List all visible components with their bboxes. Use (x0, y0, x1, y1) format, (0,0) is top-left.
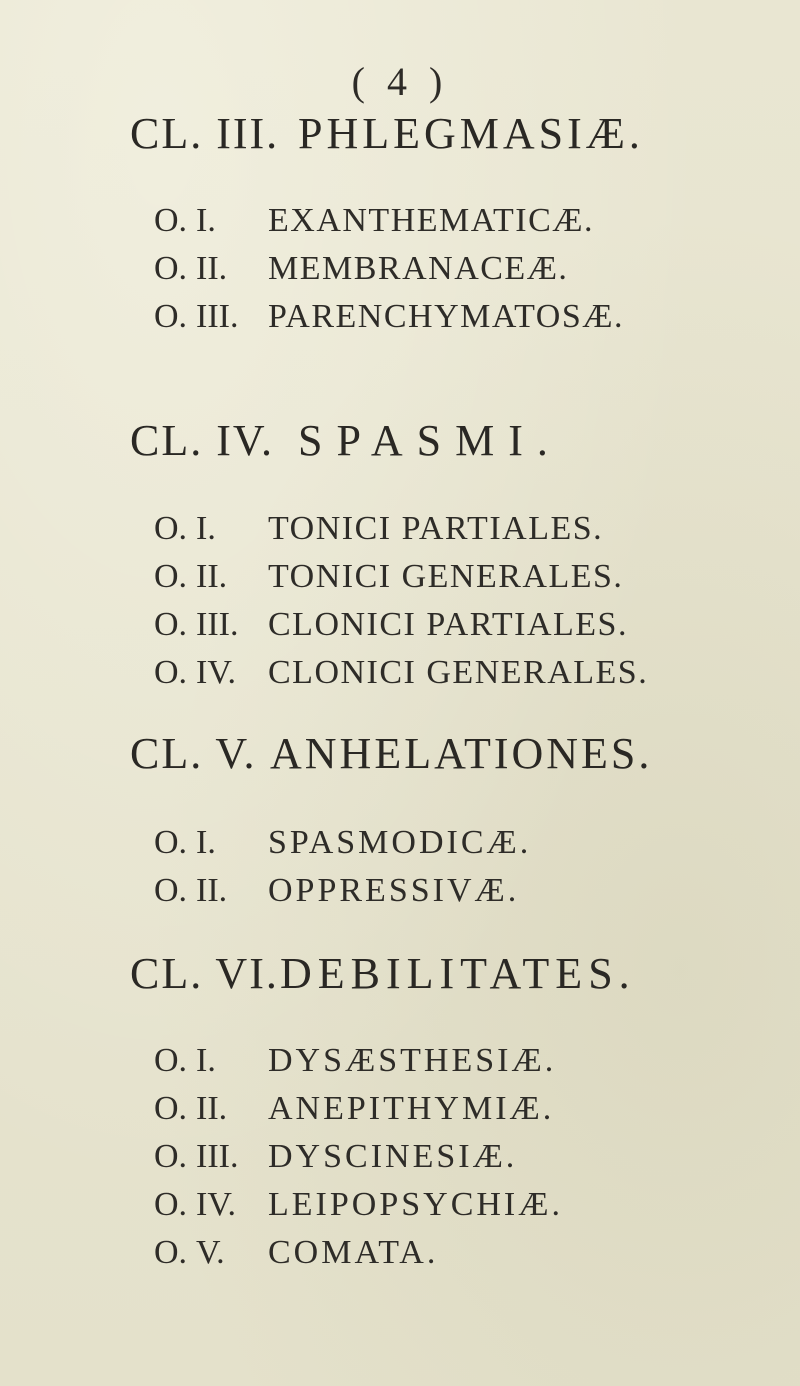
class-label: CL. V. (130, 729, 257, 778)
order-row (154, 1042, 556, 1080)
order-name: TONICI GENERALES. (268, 558, 624, 595)
order-label: O. (154, 1042, 188, 1079)
order-row (154, 872, 519, 910)
class-name: DEBILITATES. (280, 949, 636, 998)
order-name: OPPRESSIVÆ. (268, 872, 520, 909)
order-row (154, 654, 648, 692)
order-number: V. (196, 1234, 225, 1271)
order-label: O. (154, 1186, 188, 1223)
order-number: I. (196, 202, 216, 239)
order-name: CLONICI GENERALES. (268, 654, 649, 691)
class-heading (130, 948, 636, 999)
order-label: O. (154, 1138, 188, 1175)
order-number: III. (196, 1138, 239, 1175)
class-heading (130, 415, 562, 466)
order-name: COMATA. (268, 1234, 439, 1271)
order-name: EXANTHEMATICÆ. (268, 202, 595, 239)
order-label: O. (154, 606, 188, 643)
order-row (154, 606, 628, 644)
class-heading (130, 728, 652, 779)
order-row (154, 250, 568, 288)
order-name: DYSCINESIÆ. (268, 1138, 518, 1175)
order-number: II. (196, 558, 228, 595)
class-name: SPASMI. (298, 416, 562, 465)
order-name: TONICI PARTIALES. (268, 510, 604, 547)
class-heading (130, 108, 644, 159)
order-number: III. (196, 606, 239, 643)
order-label: O. (154, 202, 188, 239)
order-name: PARENCHYMATOSÆ. (268, 298, 624, 335)
order-row (154, 1234, 438, 1272)
order-row (154, 202, 594, 240)
order-row (154, 298, 624, 336)
order-number: II. (196, 250, 228, 287)
order-label: O. (154, 1090, 188, 1127)
class-name: PHLEGMASIÆ. (298, 109, 644, 158)
order-row (154, 510, 603, 548)
class-label: CL. IV. (130, 416, 274, 465)
order-row (154, 558, 623, 596)
order-label: O. (154, 824, 188, 861)
order-name: LEIPOPSYCHIÆ. (268, 1186, 563, 1223)
order-row (154, 1186, 563, 1224)
order-number: I. (196, 1042, 216, 1079)
order-number: I. (196, 824, 216, 861)
order-number: IV. (196, 654, 236, 691)
class-label: CL. III. (130, 109, 280, 158)
order-name: SPASMODICÆ. (268, 824, 532, 861)
order-label: O. (154, 510, 188, 547)
page-number: ( 4 ) (351, 59, 449, 104)
order-label: O. (154, 1234, 188, 1271)
order-label: O. (154, 250, 188, 287)
order-number: III. (196, 298, 239, 335)
class-label: CL. VI. (130, 949, 279, 998)
order-label: O. (154, 298, 188, 335)
order-number: IV. (196, 1186, 236, 1223)
order-row (154, 1090, 554, 1128)
order-label: O. (154, 654, 188, 691)
order-label: O. (154, 872, 188, 909)
order-name: DYSÆSTHESIÆ. (268, 1042, 557, 1079)
order-name: CLONICI PARTIALES. (268, 606, 628, 643)
order-row (154, 824, 531, 862)
class-name: ANHELATIONES. (270, 729, 653, 778)
order-row (154, 1138, 517, 1176)
order-label: O. (154, 558, 188, 595)
order-name: ANEPITHYMIÆ. (268, 1090, 555, 1127)
order-number: II. (196, 1090, 228, 1127)
order-number: I. (196, 510, 216, 547)
order-name: MEMBRANACEÆ. (268, 250, 569, 287)
order-number: II. (196, 872, 228, 909)
